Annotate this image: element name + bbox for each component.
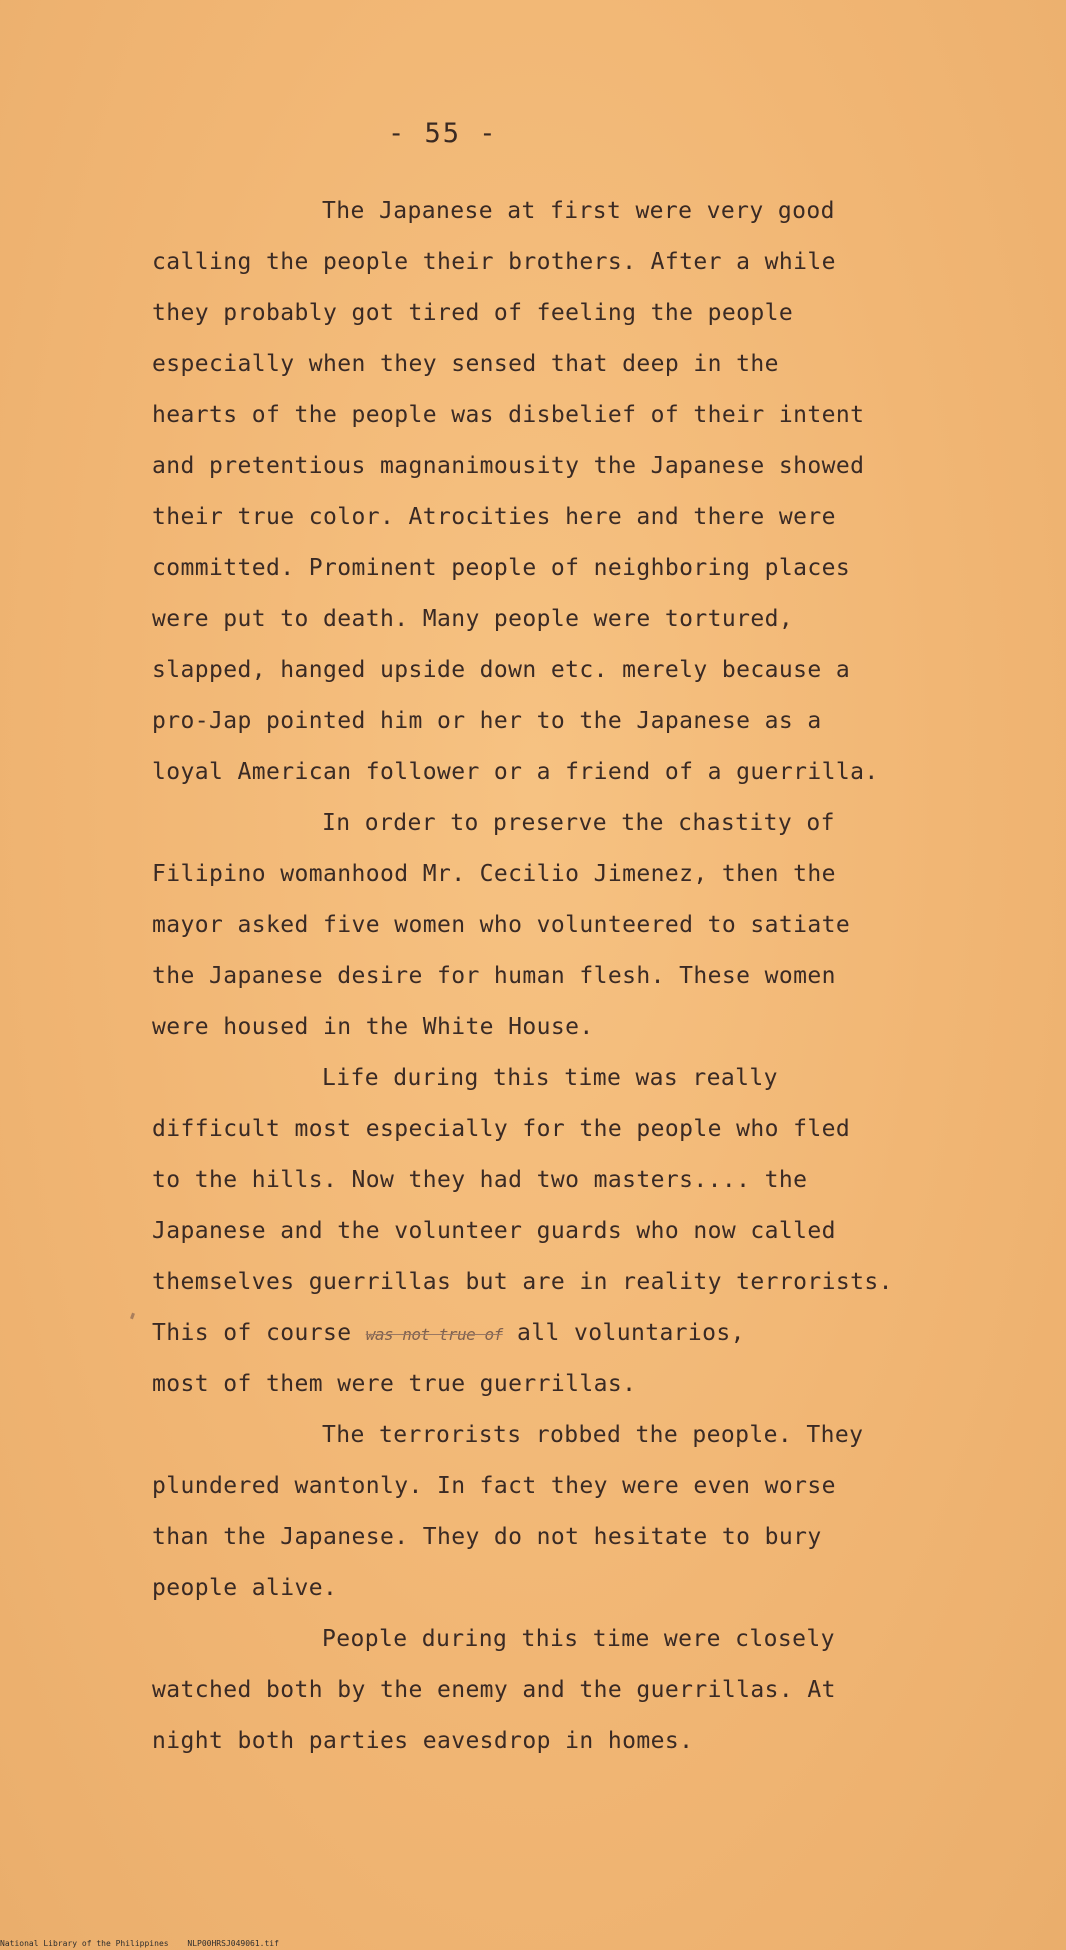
text-line: calling the people their brothers. After a while — [152, 249, 836, 275]
text-line: mayor asked five women who volunteered to satiate — [152, 912, 851, 938]
text-line: difficult most especially for the people who fled — [152, 1116, 851, 1142]
text-line: and pretentious magnanimousity the Japanese showed — [152, 453, 865, 479]
text-line: slapped, hanged upside down etc. merely because a — [152, 657, 851, 683]
text-line: pro-Jap pointed him or her to the Japanese as a — [152, 708, 822, 734]
scan-speck — [130, 1313, 135, 1320]
text-line: night both parties eavesdrop in homes. — [152, 1728, 694, 1754]
text-line: The Japanese at first were very good — [322, 198, 835, 224]
scan-footer — [0, 1939, 293, 1948]
text-line: watched both by the enemy and the guerrillas. At — [152, 1677, 836, 1703]
text-line: were put to death. Many people were tortured, — [152, 606, 794, 632]
text-line: people alive. — [152, 1575, 338, 1601]
text-line: their true color. Atrocities here and there were — [152, 504, 836, 530]
text-line: were housed in the White House. — [152, 1014, 594, 1040]
text-line: In order to preserve the chastity of — [322, 810, 835, 836]
text-line: People during this time were closely — [322, 1626, 835, 1652]
text-line: themselves guerrillas but are in reality terrorists. — [152, 1269, 893, 1295]
body-text — [152, 186, 962, 1767]
text-line: plundered wantonly. In fact they were even worse — [152, 1473, 836, 1499]
text-line: Japanese and the volunteer guards who now called — [152, 1218, 836, 1244]
handwritten-correction: was not true of — [365, 1325, 503, 1344]
text-line-annotated-after: all voluntarios, — [502, 1320, 745, 1346]
text-line: especially when they sensed that deep in the — [152, 351, 779, 377]
text-line: most of them were true guerrillas. — [152, 1371, 637, 1397]
paragraphs-part-1 — [152, 186, 962, 1308]
text-line: The terrorists robbed the people. They — [322, 1422, 864, 1448]
text-line: loyal American follower or a friend of a guerrilla. — [152, 759, 879, 785]
text-line-annotated — [152, 1308, 962, 1359]
page-number: - 55 - — [388, 118, 498, 149]
text-line: to the hills. Now they had two masters.... the — [152, 1167, 808, 1193]
text-line: committed. Prominent people of neighboring places — [152, 555, 851, 581]
text-line-annotated-before: This of course — [152, 1320, 366, 1346]
text-line: Life during this time was really — [322, 1065, 778, 1091]
paragraphs-part-2 — [152, 1359, 962, 1767]
text-line: Filipino womanhood Mr. Cecilio Jimenez, then the — [152, 861, 836, 887]
footer-library: National Library of the Philippines — [0, 1939, 169, 1948]
footer-filename: NLP00HRSJ049061.tif — [187, 1939, 279, 1948]
text-line: hearts of the people was disbelief of their intent — [152, 402, 865, 428]
text-line: the Japanese desire for human flesh. These women — [152, 963, 836, 989]
text-line: than the Japanese. They do not hesitate to bury — [152, 1524, 822, 1550]
text-line: they probably got tired of feeling the people — [152, 300, 794, 326]
